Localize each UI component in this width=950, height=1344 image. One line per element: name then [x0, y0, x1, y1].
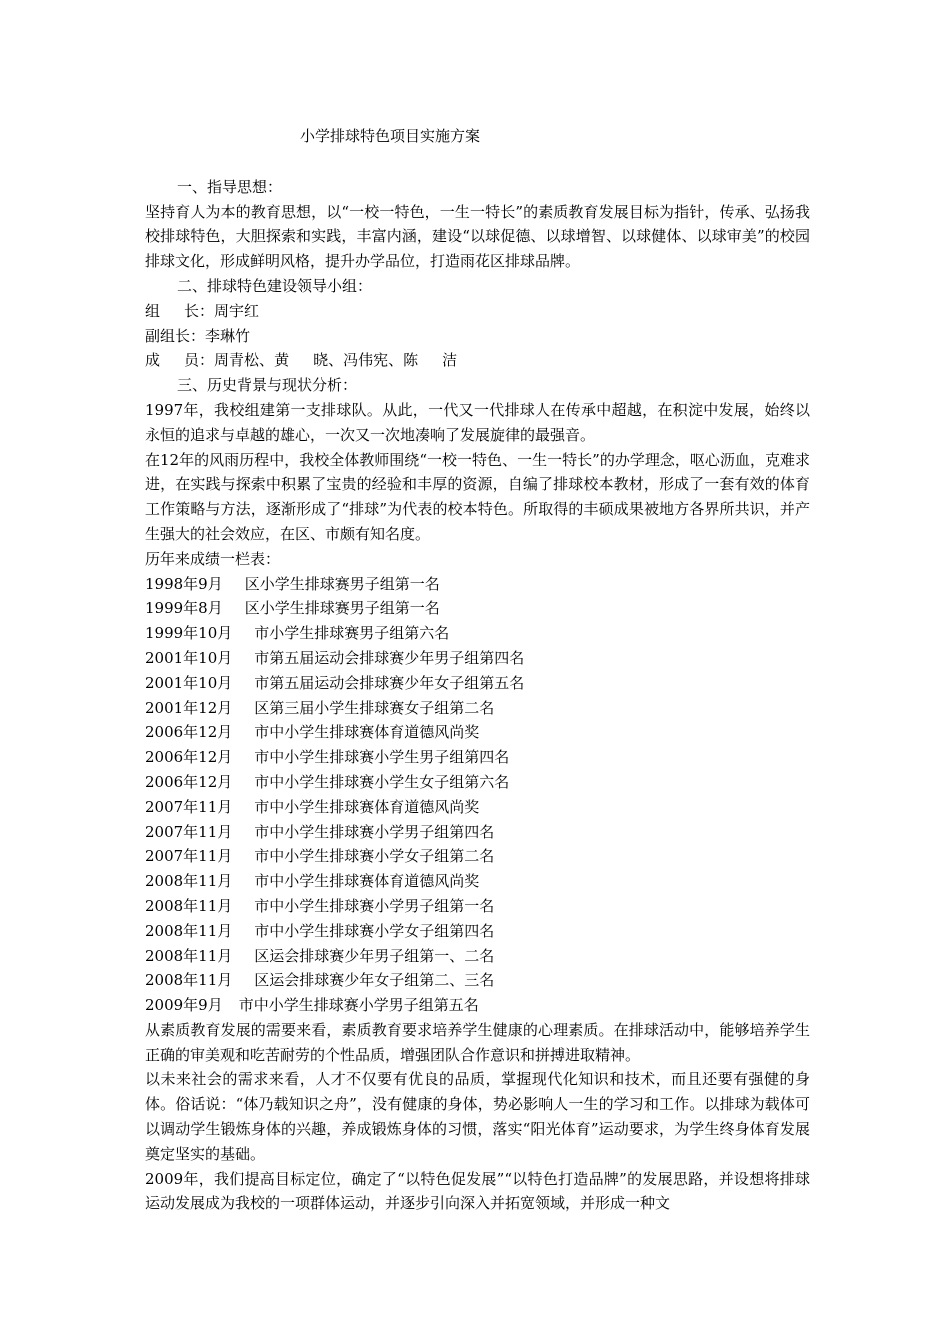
achievement-date: 2006年12月	[145, 748, 233, 767]
achievement-row	[145, 894, 810, 919]
achievement-event: 区小学生排球赛男子组第一名	[244, 574, 440, 593]
achievement-event: 市小学生排球赛男子组第六名	[254, 624, 450, 643]
member-name: 晓	[313, 351, 329, 370]
achievement-row	[145, 993, 810, 1018]
section2-heading: 二、排球特色建设领导小组：	[177, 276, 373, 295]
achievement-date: 2007年11月	[145, 847, 233, 866]
achievement-row	[145, 671, 810, 696]
achievement-event: 市中小学生排球赛小学男子组第一名	[254, 896, 495, 915]
achievement-event: 市中小学生排球赛体育道德风尚奖	[254, 797, 480, 816]
achievement-date: 2008年11月	[145, 872, 233, 891]
achievement-row	[145, 869, 810, 894]
members-label-a: 成	[145, 351, 161, 370]
achievement-date: 2006年12月	[145, 723, 233, 742]
achievement-event: 市中小学生排球赛小学女子组第四名	[254, 921, 495, 940]
achievement-date: 2007年11月	[145, 822, 233, 841]
leader-line	[145, 299, 810, 324]
achievement-event: 市中小学生排球赛小学男子组第五名	[238, 996, 479, 1015]
achievement-row	[145, 844, 810, 869]
achievement-date: 1999年10月	[145, 624, 233, 643]
achievement-event: 市中小学生排球赛小学生男子组第四名	[254, 748, 510, 767]
achievement-event: 市第五届运动会排球赛少年男子组第四名	[254, 648, 525, 667]
achievement-row	[145, 795, 810, 820]
leader-label-b: 长：	[184, 301, 215, 320]
achievement-date: 2006年12月	[145, 772, 233, 791]
member-name: 陈	[403, 351, 419, 370]
section1-heading: 一、指导思想：	[177, 177, 283, 196]
analysis-paragraph-3: 2009年，我们提高目标定位，确定了“以特色促发展”“以特色打造品牌”的发展思路，并设想将排球运动发展成为我校的一项群体运动，并逐步引向深入并拓宽领域，并形成一种文	[145, 1169, 810, 1213]
achievement-date: 2009年9月	[145, 996, 223, 1015]
member-name: 黄	[274, 351, 290, 370]
achievement-row	[145, 720, 810, 745]
achievement-event: 区运会排球赛少年女子组第二、三名	[254, 971, 495, 990]
member-name: 冯伟宪	[343, 351, 389, 370]
achievement-row	[145, 820, 810, 845]
achievement-row	[145, 646, 810, 671]
analysis-paragraph-2: 以未来社会的需求来看，人才不仅要有优良的品质，掌握现代化知识和技术，而且还要有强健的身体。俗话说：“体乃载知识之舟”，没有健康的身体，势必影响人一生的学习和工作。以排球为载体可以调动学生锻炼身体的兴趣，养成锻炼身体的习惯，落实“阳光体育”运动要求，为学生终身体育发展奠定坚实的基础。	[145, 1070, 810, 1163]
members-label-b: 员：	[184, 351, 215, 370]
achievement-date: 2008年11月	[145, 946, 233, 965]
achievement-row	[145, 770, 810, 795]
document-title: 小学排球特色项目实施方案	[300, 127, 481, 145]
achievement-row	[145, 944, 810, 969]
achievement-date: 2008年11月	[145, 921, 233, 940]
achievement-row	[145, 596, 810, 621]
achievements-list	[145, 572, 810, 1018]
achievement-event: 区运会排球赛少年男子组第一、二名	[254, 946, 495, 965]
achievement-event: 市中小学生排球赛体育道德风尚奖	[254, 872, 480, 891]
section1-body: 坚持育人为本的教育思想，以“一校一特色，一生一特长”的素质教育发展目标为指针，传承、弘扬我校排球特色，大胆探索和实践，丰富内涵，建设“以球促德、以球增智、以球健体、以球审美”的校园排球文化，形成鲜明风格，提升办学品位，打造雨花区排球品牌。	[145, 202, 810, 271]
leader-name: 周宇红	[214, 301, 260, 320]
achievement-row	[145, 621, 810, 646]
history-paragraph-1: 1997年，我校组建第一支排球队。从此，一代又一代排球人在传承中超越，在积淀中发展，始终以永恒的追求与卓越的雄心，一次又一次地凑响了发展旋律的最强音。	[145, 400, 810, 444]
achievement-event: 区小学生排球赛男子组第一名	[244, 599, 440, 618]
achievements-heading: 历年来成绩一栏表：	[145, 549, 281, 568]
analysis-paragraph-1: 从素质教育发展的需要来看，素质教育要求培养学生健康的心理素质。在排球活动中，能够培养学生正确的审美观和吃苦耐劳的个性品质，增强团队合作意识和拼搏进取精神。	[145, 1020, 810, 1064]
deputy-label: 副组长：	[145, 326, 206, 345]
deputy-line	[145, 324, 810, 349]
achievement-row	[145, 696, 810, 721]
achievement-date: 2007年11月	[145, 797, 233, 816]
achievement-date: 2001年10月	[145, 673, 233, 692]
achievement-row	[145, 968, 810, 993]
achievement-event: 区第三届小学生排球赛女子组第二名	[254, 698, 495, 717]
achievement-event: 市第五届运动会排球赛少年女子组第五名	[254, 673, 525, 692]
achievement-row	[145, 572, 810, 597]
member-name: 洁	[442, 351, 458, 370]
section3-heading: 三、历史背景与现状分析：	[177, 376, 358, 395]
achievement-date: 2001年12月	[145, 698, 233, 717]
member-name: 周青松	[214, 351, 260, 370]
document-page	[145, 118, 810, 1216]
achievement-event: 市中小学生排球赛体育道德风尚奖	[254, 723, 480, 742]
achievement-event: 市中小学生排球赛小学生女子组第六名	[254, 772, 510, 791]
achievement-event: 市中小学生排球赛小学男子组第四名	[254, 822, 495, 841]
achievement-date: 2008年11月	[145, 971, 233, 990]
leader-label-a: 组	[145, 301, 161, 320]
achievement-event: 市中小学生排球赛小学女子组第二名	[254, 847, 495, 866]
achievement-date: 1999年8月	[145, 599, 223, 618]
achievement-date: 2001年10月	[145, 648, 233, 667]
achievement-date: 1998年9月	[145, 574, 223, 593]
members-line: 成 员：周青松、黄 晓、冯伟宪、陈 洁	[145, 351, 458, 370]
achievement-row	[145, 919, 810, 944]
history-paragraph-2: 在12年的风雨历程中，我校全体教师围绕“一校一特色、一生一特长”的办学理念，呕心沥血，克难求进，在实践与探索中积累了宝贵的经验和丰厚的资源，自编了排球校本教材，形成了一套有效的体育工作策略与方法，逐渐形成了“排球”为代表的校本特色。所取得的丰硕成果被地方各界所共识，并产生强大的社会效应，在区、市颇有知名度。	[145, 450, 810, 543]
achievement-row	[145, 745, 810, 770]
deputy-name: 李琳竹	[205, 326, 251, 345]
achievement-date: 2008年11月	[145, 896, 233, 915]
